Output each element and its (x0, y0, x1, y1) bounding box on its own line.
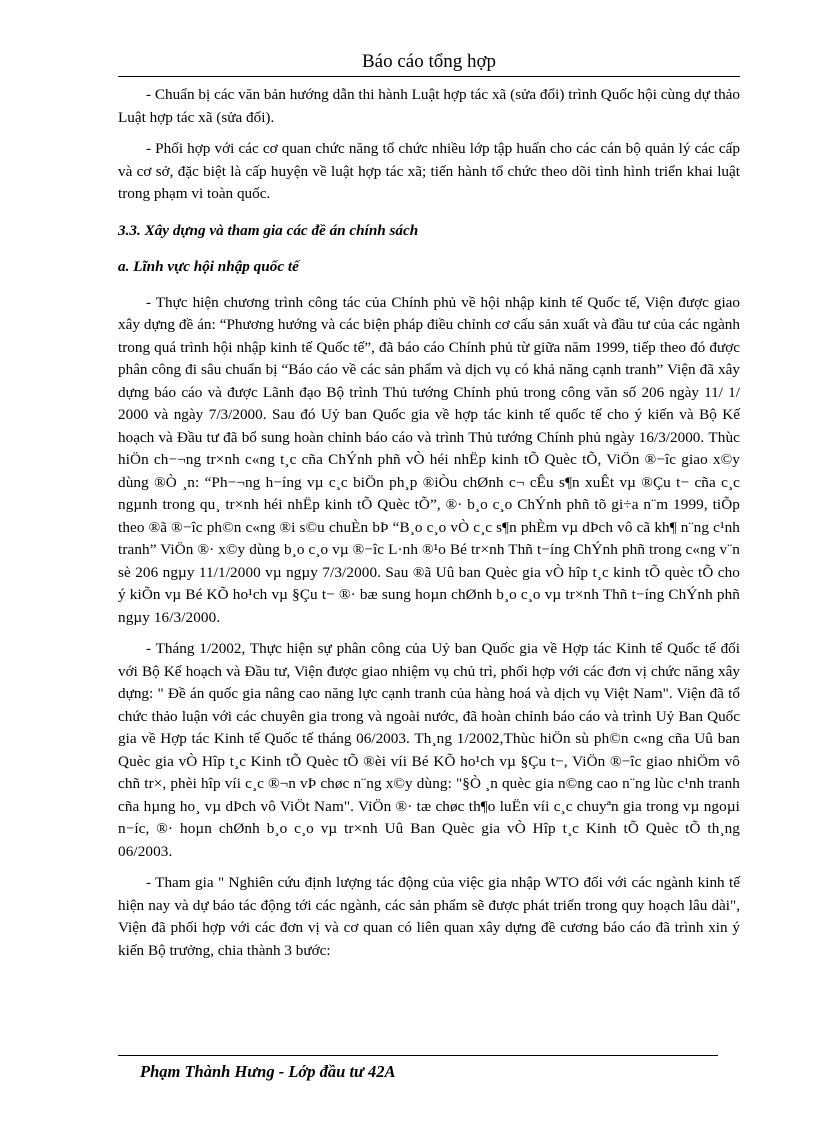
paragraph-3-text: - Thực hiện chương trình công tác của Chính phủ về hội nhập kinh tế Quốc tế, Viện được giao xây dựng đề án: “Phương hướng và các biện pháp điều chỉnh cơ cấu sản xuất và đầu tư của các ngành trong quá trình hội nhập kinh tế Quốc tế”, đã báo cáo Chính phủ từ giữa năm 1999, tiếp theo đó được phân công đi sâu chuẩn bị “Báo cáo về các sản phẩm và dịch vụ có khả năng cạnh tranh” Viện đã xây dựng báo cáo và được Lãnh đạo Bộ trình Thủ tướng Chính phủ trong công văn số 206 ngày 11/ 1/ 2000 và ngày 7/3/2000. Sau đó Uỷ ban Quốc gia về hợp tác kinh tế quốc tế cho ý kiến và Bộ Kế hoạch và Đầu tư đã bổ sung hoàn chỉnh báo cáo và trình Thủ tướng Chính phủ ngày 16/3/2000. (118, 293, 740, 446)
paragraph-2: - Phối hợp với các cơ quan chức năng tổ chức nhiều lớp tập huấn cho các cán bộ quản lý các cấp và cơ sở, đặc biệt là cấp huyện về luật hợp tác xã; tiến hành tổ chức theo dõi tình hình triển khai luật trong phạm vi toàn quốc. (118, 140, 740, 202)
paragraph-4 (118, 638, 740, 863)
paragraph-3 (118, 292, 740, 630)
header-title: Báo cáo tổng hợp (361, 51, 497, 72)
subsection-heading: a. Lĩnh vực hội nhập quốc tế (118, 257, 299, 275)
paragraph-4-garbled-text: Th¸ng 1/2002,Thùc hiÖn sù ph©n c«ng cña Uû ban Quèc gia vÒ Hîp t¸c Kinh tÕ Quèc tÕ ®èi víi Bé KÕ ho¹ch vµ §Çu t−, ViÖn ®−îc giao nhiÖm vô chñ tr×, phèi hîp víi c¸c ®¬n vÞ chøc n¨ng x©y dùng: "§Ò ¸n quèc gia n©ng cao n¨ng lùc c¹nh tranh cña hµng ho¸ vµ dÞch vô ViÖt Nam". ViÖn ®· tæ chøc th¶o luËn víi c¸c chuyªn gia trong vµ ngoµi n−íc, ®· hoµn chØnh b¸o c¸o vµ tr×nh Uû Ban Quèc gia vÒ Hîp t¸c Kinh tÕ Quèc tÕ th¸ng 06/2003. (118, 730, 740, 860)
paragraph-1: - Chuẩn bị các văn bản hướng dẫn thi hành Luật hợp tác xã (sửa đổi) trình Quốc hội cùng dự thảo Luật hợp tác xã (sửa đổi). (118, 86, 740, 126)
paragraph-4-text: - Tháng 1/2002, Thực hiện sự phân công của Uỷ ban Quốc gia về Hợp tác Kinh tế Quốc tế đối với Bộ Kế hoạch và Đầu tư, Viện được giao nhiệm vụ chủ trì, phối hợp với các đơn vị chức năng xây dựng: " Đề án quốc gia nâng cao năng lực cạnh tranh của hàng hoá và dịch vụ Việt Nam". Viện đã tổ chức thảo luận với các chuyên gia trong và ngoài nước, đã hoàn chỉnh báo cáo và trình Uỷ Ban Quốc gia về Hợp tác Kinh tế Quốc tế tháng 06/2003. (118, 640, 740, 747)
paragraph-5: - Tham gia " Nghiên cứu định lượng tác động của việc gia nhập WTO đối với các ngành kinh tế hiện nay và dự báo tác động tới các ngành, các sản phẩm sẽ được phát triển trong quy hoạch lâu dài", Viện đã phối hợp với các đơn vị và cơ quan có liên quan xây dựng đề cương báo cáo đã trình xin ý kiến Bộ trưởng, chia thành 3 bước: (118, 874, 740, 959)
section-heading: 3.3. Xây dựng và tham gia các đề án chính sách (118, 221, 419, 239)
footer-author: Phạm Thành Hưng - Lớp đầu tư 42A (140, 1062, 396, 1081)
page-header (118, 50, 740, 77)
paragraph-3-garbled-text: Thùc hiÖn ch−¬ng tr×nh c«ng t¸c cña ChÝnh phñ vÒ héi nhËp kinh tÕ Quèc tÕ, ViÖn ®−îc giao x©y dùng ®Ò ¸n: “Ph−¬ng h−íng vµ c¸c biÖn ph¸p ®iÒu chØnh c¬ cÊu s¶n xuÊt vµ ®Çu t− cña c¸c ngµnh trong qu¸ tr×nh héi nhËp kinh tÕ Quèc tÕ”, ®· b¸o c¸o ChÝnh phñ tõ gi÷a n¨m 1999, tiÕp theo ®ã ®−îc ph©n c«ng ®i s©u chuÈn bÞ “B¸o c¸o vÒ c¸c s¶n phÈm vµ dÞch vô cã kh¶ n¨ng c¹nh tranh” ViÖn ®· x©y dùng b¸o c¸o vµ ®−îc L·nh ®¹o Bé tr×nh Thñ t−íng ChÝnh phñ trong c«ng v¨n sè 206 ngµy 11/1/2000 vµ ngµy 7/3/2000. Sau ®ã Uû ban Quèc gia vÒ hîp t¸c kinh tÕ quèc tÕ cho ý kiÕn vµ Bé KÕ ho¹ch vµ §Çu t− ®· bæ sung hoµn chØnh b¸o c¸o vµ tr×nh Thñ t−íng ChÝnh phñ ngµy 16/3/2000. (118, 428, 740, 626)
page-footer (140, 1062, 396, 1082)
document-body (118, 84, 740, 971)
footer-divider (118, 1055, 718, 1056)
